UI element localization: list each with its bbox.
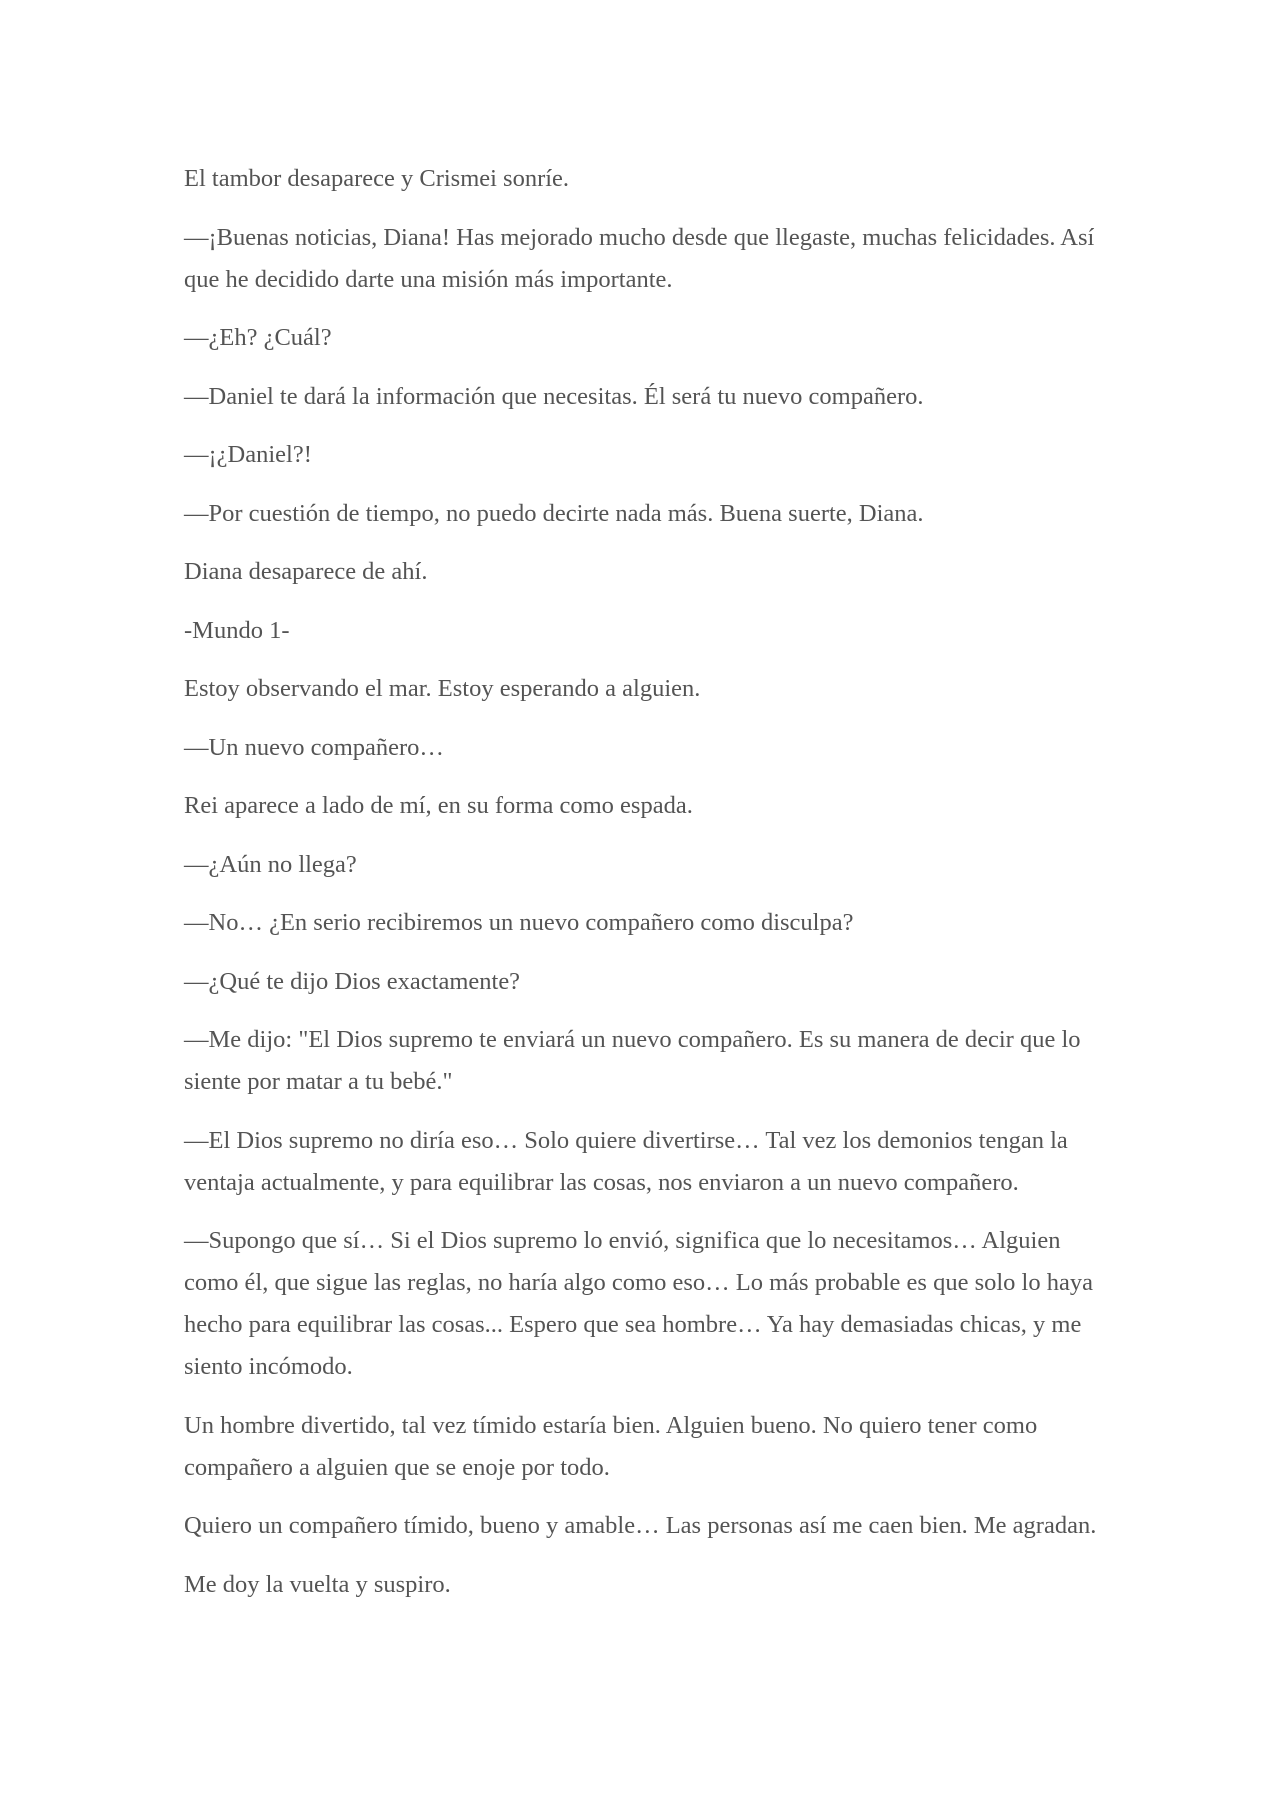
- paragraph: —No… ¿En serio recibiremos un nuevo compañero como disculpa?: [184, 909, 854, 936]
- paragraph: Diana desaparece de ahí.: [184, 558, 428, 585]
- paragraph: Rei aparece a lado de mí, en su forma como espada.: [184, 792, 693, 819]
- paragraph: —¿Qué te dijo Dios exactamente?: [184, 967, 521, 995]
- paragraph: El tambor desaparece y Crismei sonríe.: [184, 165, 570, 192]
- paragraph: Estoy observando el mar. Estoy esperando a alguien.: [184, 675, 701, 702]
- paragraph: —¿Aún no llega?: [184, 850, 357, 878]
- paragraph: —Un nuevo compañero…: [184, 733, 444, 761]
- paragraph: —Daniel te dará la información que necesitas. Él será tu nuevo compañero.: [184, 382, 924, 410]
- document-body: [184, 158, 1104, 1622]
- paragraph: —¡Buenas noticias, Diana! Has mejorado mucho desde que llegaste, muchas felicidades. Así que he decidido darte una misión más importante.: [184, 223, 1095, 293]
- paragraph: —Me dijo: "El Dios supremo te enviará un nuevo compañero. Es su manera de decir que lo siente por matar a tu bebé.": [184, 1026, 1081, 1095]
- paragraph: Un hombre divertido, tal vez tímido estaría bien. Alguien bueno. No quiero tener como compañero a alguien que se enoje por todo.: [184, 1411, 1038, 1481]
- paragraph: —¡¿Daniel?!: [184, 441, 312, 468]
- paragraph: Me doy la vuelta y suspiro.: [184, 1570, 451, 1598]
- paragraph: —Supongo que sí… Si el Dios supremo lo envió, significa que lo necesitamos… Alguien como él, que sigue las reglas, no haría algo como eso… Lo más probable es que solo lo haya hecho para equilibrar las cosas... Espero que sea hombre… Ya hay demasiadas chicas, y me siento incómodo.: [184, 1227, 1093, 1380]
- paragraph: —El Dios supremo no diría eso… Solo quiere divertirse… Tal vez los demonios tengan la ventaja actualmente, y para equilibrar las cosas, nos enviaron a un nuevo compañero.: [184, 1126, 1068, 1196]
- paragraph: —Por cuestión de tiempo, no puedo decirte nada más. Buena suerte, Diana.: [184, 499, 924, 527]
- section-heading: -Mundo 1-: [184, 616, 290, 644]
- paragraph: Quiero un compañero tímido, bueno y amable… Las personas así me caen bien. Me agradan.: [184, 1512, 1097, 1539]
- paragraph: —¿Eh? ¿Cuál?: [184, 324, 332, 351]
